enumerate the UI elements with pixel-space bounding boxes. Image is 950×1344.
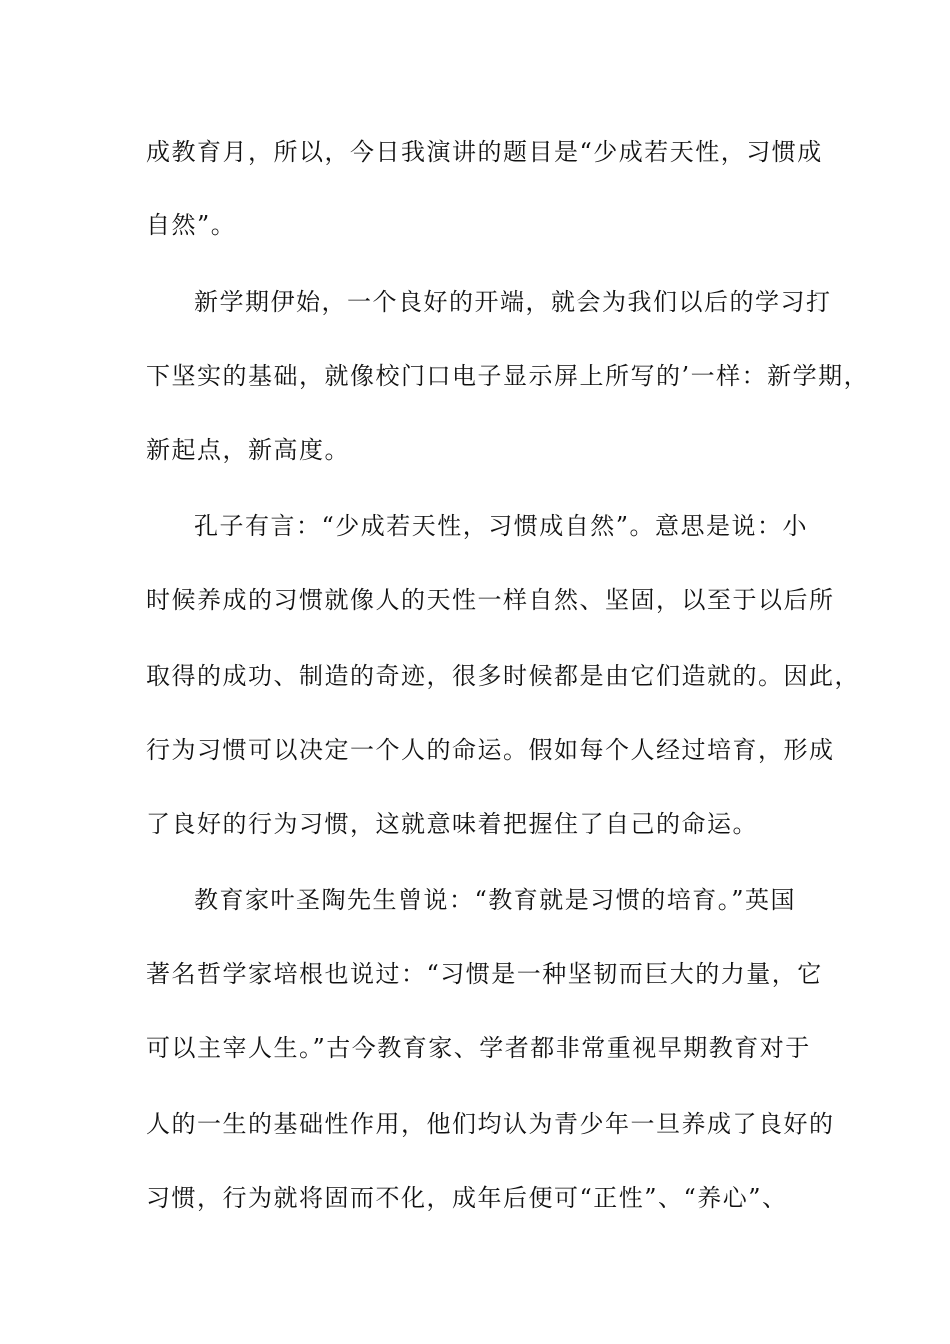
text-line-8: 取得的成功、制造的奇迹，很多时候都是由它们造就的。因此， — [146, 662, 860, 690]
text-line-11: 教育家叶圣陶先生曾说：“教育就是习惯的培育。”英国 — [194, 886, 797, 914]
text-line-6: 孔子有言：“少成若天性，习惯成自然”。意思是说：小 — [194, 512, 809, 540]
text-line-14: 人的一生的基础性作用，他们均认为青少年一旦养成了良好的 — [146, 1110, 835, 1138]
text-line-7: 时候养成的习惯就像人的天性一样自然、坚固，以至于以后所 — [146, 586, 835, 614]
text-line-15: 习惯，行为就将固而不化，成年后便可“正性”、“养心”、 — [146, 1184, 788, 1212]
text-line-3: 新学期伊始，一个良好的开端，就会为我们以后的学习打 — [194, 288, 832, 316]
text-line-13: 可以主宰人生。”古今教育家、学者都非常重视早期教育对于 — [146, 1034, 811, 1062]
text-line-4: 下坚实的基础，就像校门口电子显示屏上所写的’一样：新学期， — [146, 362, 870, 390]
text-line-12: 著名哲学家培根也说过：“习惯是一种坚韧而巨大的力量，它 — [146, 960, 823, 988]
text-line-9: 行为习惯可以决定一个人的命运。假如每个人经过培育，形成 — [146, 736, 835, 764]
text-line-2: 自然”。 — [146, 211, 237, 239]
text-line-5: 新起点，新高度。 — [146, 436, 350, 464]
text-line-1: 成教育月，所以，今日我演讲的题目是“少成若天性，习惯成 — [146, 138, 823, 166]
text-line-10: 了良好的行为习惯，这就意味着把握住了自己的命运。 — [146, 810, 758, 838]
